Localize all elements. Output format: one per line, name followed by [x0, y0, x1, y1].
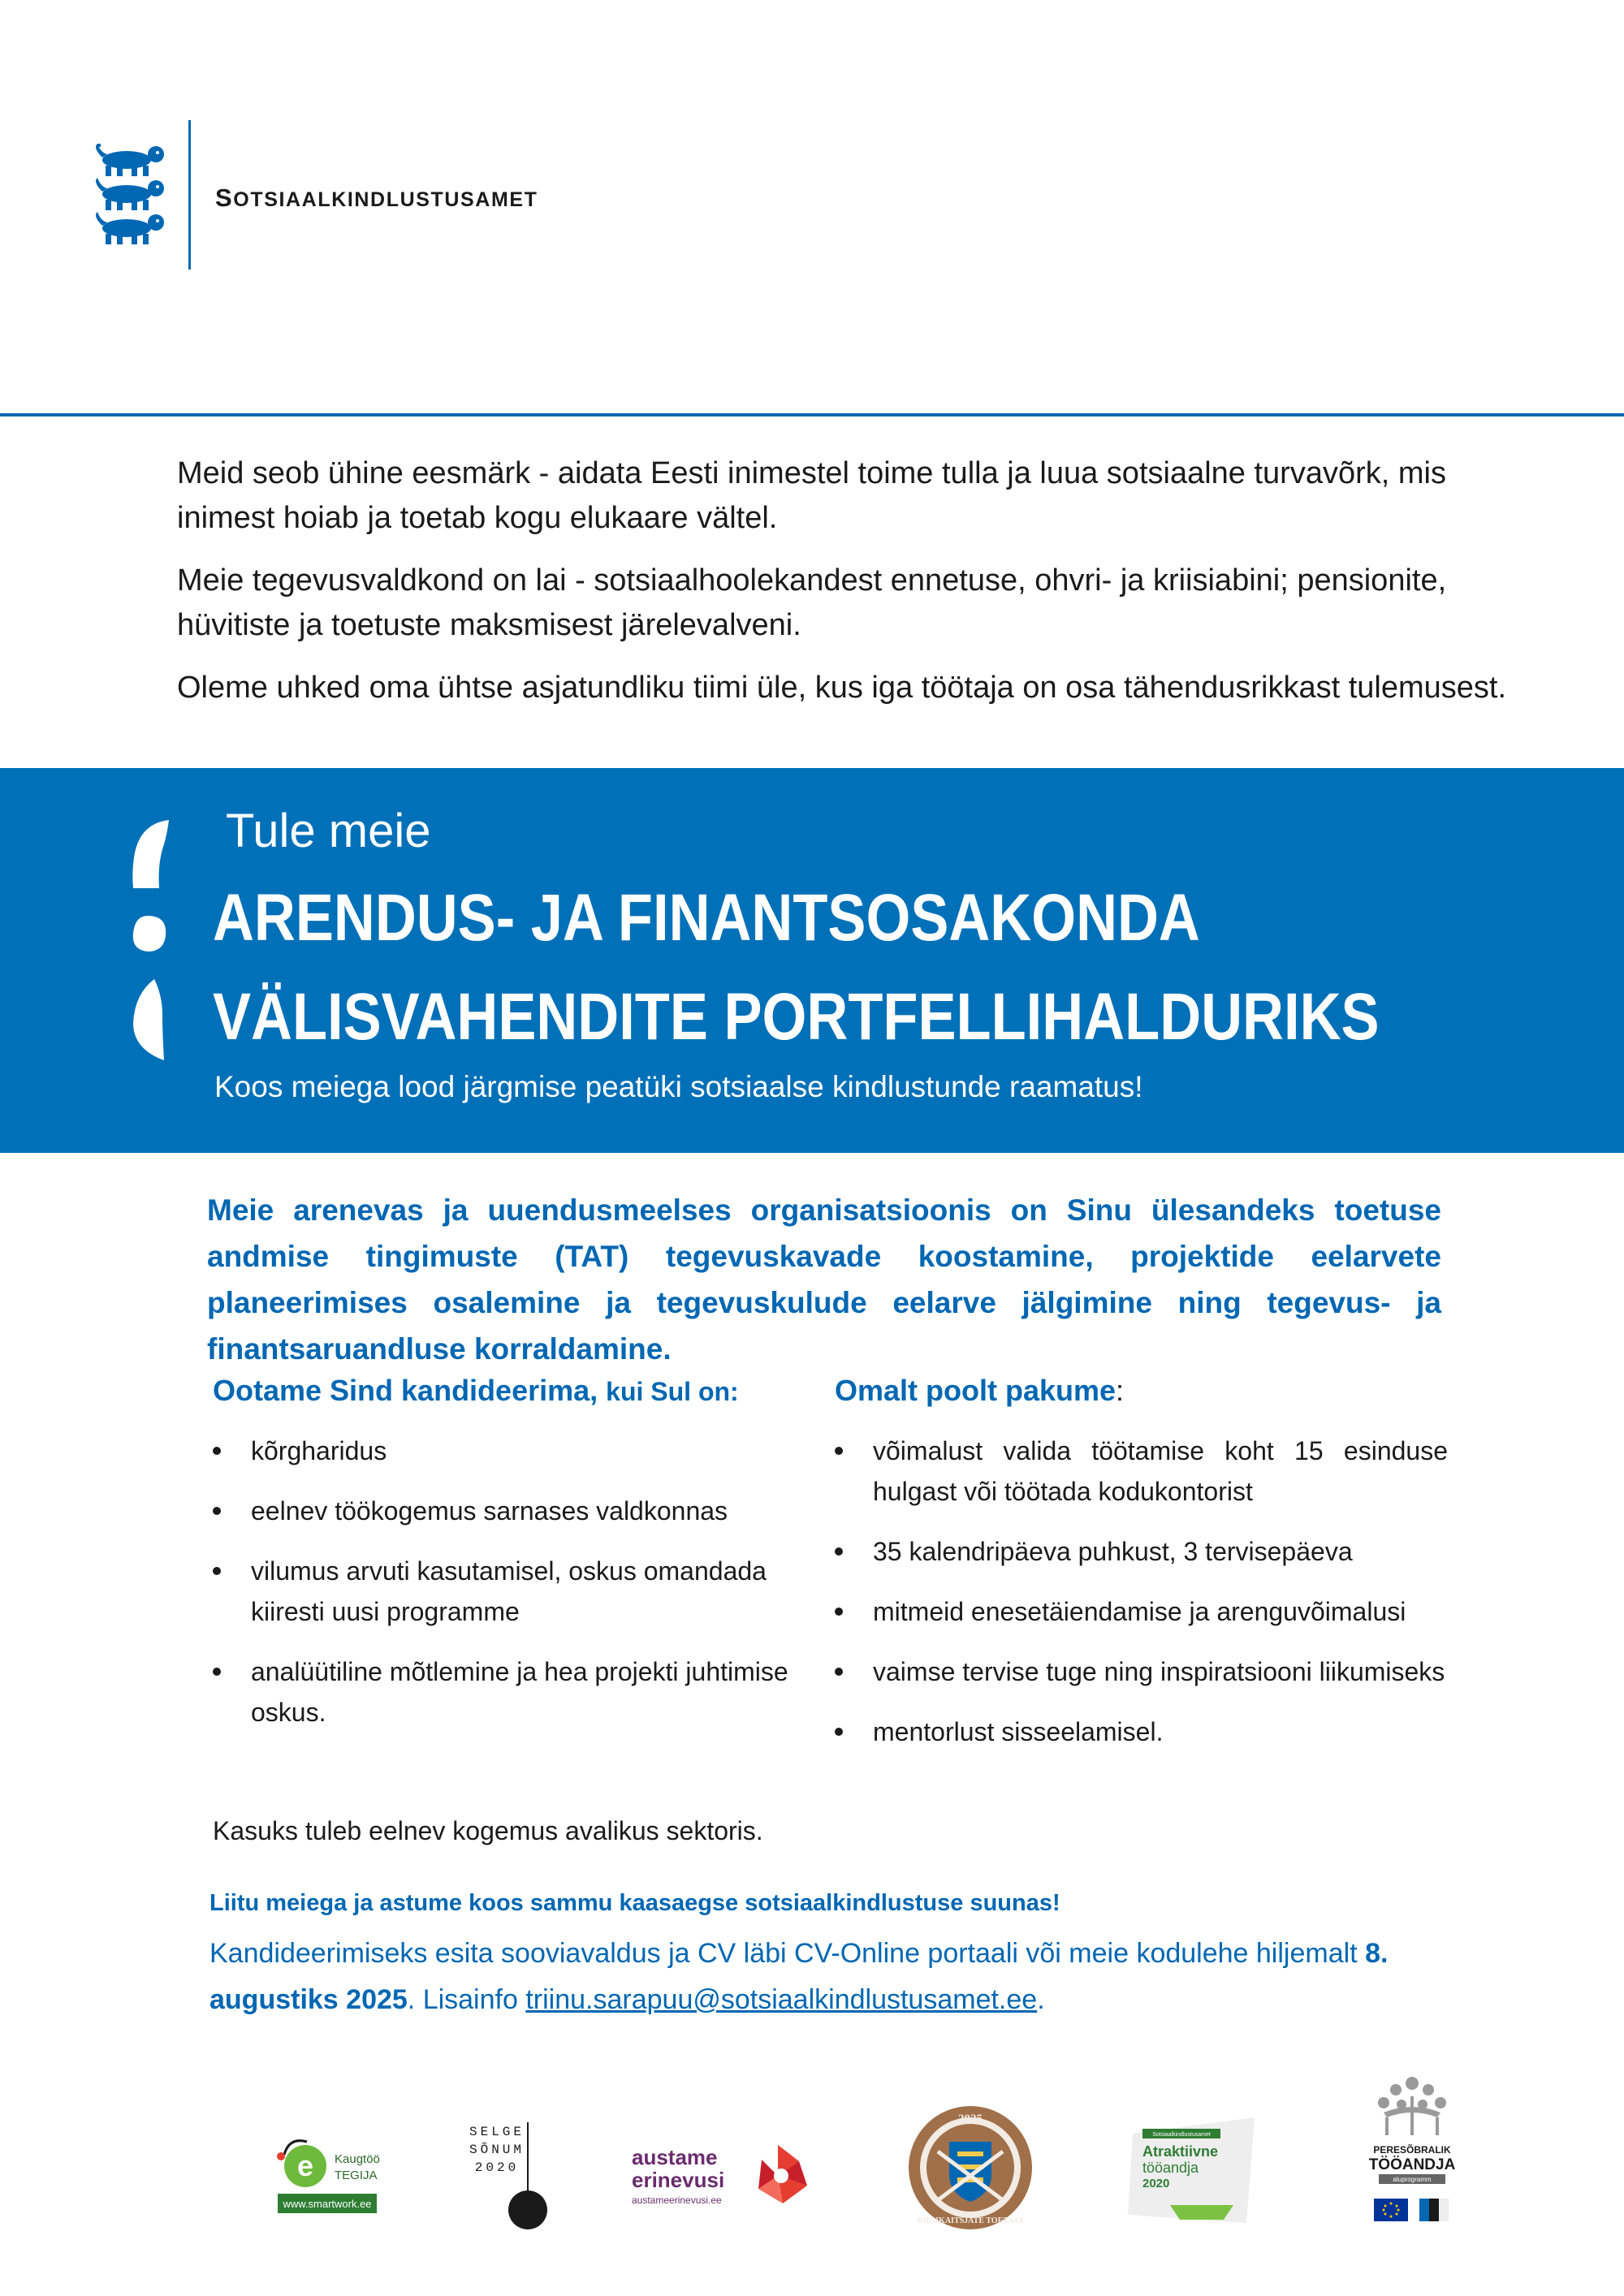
intro-paragraph: Oleme uhked oma ühtse asjatundliku tiimi üle, kus iga töötaja on osa tähendusrikkast tulemusest.: [177, 671, 1507, 705]
badge-label: RIIGIKAITSJATE TOETAJA: [917, 2216, 1024, 2225]
three-lions-coat-of-arms-icon: [89, 143, 171, 245]
offer-column: [835, 1374, 1448, 1772]
list-item: kõrgharidus: [213, 1431, 797, 1471]
badge-url: austameerinevusi.ee: [632, 2195, 722, 2206]
peresobralik-tooandja-logo-icon: [1351, 2072, 1473, 2242]
badge-label: TÖÖANDJA: [1368, 2156, 1456, 2173]
intro-paragraph: Meie tegevusvaldkond on lai - sotsiaalhoolekandest ennetuse, ohvri- ja kriisiabini; pensionite, hüvitiste ja toetuste maksmisest järelevalveni.: [177, 563, 1447, 642]
offer-heading: Omalt poolt pakume:: [835, 1374, 1125, 1407]
atraktiivne-tooandja-badge: [1125, 2114, 1263, 2240]
austame-erinevusi-logo-icon: [627, 2138, 814, 2220]
kaugtoo-logo-icon: [260, 2129, 390, 2218]
badge-url: www.smartwork.ee: [283, 2198, 372, 2210]
badge-label: PERESÕBRALIK: [1373, 2144, 1451, 2156]
badge-label: aluprogramm: [1393, 2176, 1432, 2183]
job-title: [213, 869, 1380, 1067]
selge-sonum-logo-icon: [464, 2117, 554, 2239]
list-item: mentorlust sisseelamisel.: [835, 1711, 1448, 1752]
logo-divider: [188, 120, 191, 270]
badge-label: tööandja: [1142, 2160, 1199, 2176]
kaugtoo-tegija-badge: [260, 2129, 390, 2222]
austame-erinevusi-badge: [627, 2138, 814, 2224]
badge-label: TEGIJA: [335, 2169, 378, 2182]
contact-email-link[interactable]: triinu.sarapuu@sotsiaalkindlustusamet.ee: [525, 1984, 1038, 2015]
badge-label: erinevusi: [632, 2168, 725, 2192]
deadline: 8. augustiks 2025: [209, 1938, 1389, 2015]
offer-list: [835, 1431, 1448, 1752]
selge-sonum-badge: [464, 2117, 554, 2243]
banner-pre-title: Tule meie: [226, 805, 431, 857]
badge-year: 2020: [1142, 2177, 1170, 2190]
riigikaitsjate-toetaja-badge: [905, 2103, 1035, 2237]
list-item: analüütiline mõtlemine ja hea projekti juhtimise oskus.: [213, 1651, 797, 1733]
badge-label: Kaugtöö: [335, 2152, 380, 2166]
requirements-column: [213, 1374, 797, 1752]
atraktiivne-tooandja-logo-icon: [1125, 2114, 1263, 2236]
intro-section: [177, 451, 1574, 728]
list-item: vaimse tervise tuge ning inspiratsiooni liikumiseks: [835, 1651, 1448, 1692]
call-to-action: Liitu meiega ja astume koos sammu kaasaegse sotsiaalkindlustuse suunas!: [209, 1890, 1060, 1916]
list-item: võimalust valida töötamise koht 15 esinduse hulgast või töötada kodukontorist: [835, 1431, 1448, 1512]
job-description: Meie arenevas ja uuendusmeelses organisatsioonis on Sinu ülesandeks toetuse andmise tingimuste (TAT) tegevuskavade koostamine, projektide eelarvete planeerimises osalemine ja tegevuskulude eelarve jälgimine ning tegevus- ja finantsaruandluse korraldamine.: [207, 1193, 1441, 1366]
organization-name: SOTSIAALKINDLUSTUSAMET: [215, 183, 538, 212]
peresobralik-tooandja-badge: [1351, 2072, 1473, 2246]
banner-subtitle: Koos meiega lood järgmise peatüki sotsiaalse kindlustunde raamatus!: [214, 1070, 1143, 1103]
requirements-list: [213, 1431, 797, 1733]
list-item: 35 kalendripäeva puhkust, 3 tervisepäeva: [835, 1531, 1448, 1572]
list-item: mitmeid enesetäiendamise ja arenguvõimalusi: [835, 1591, 1448, 1632]
job-title-line: VÄLISVAHENDITE PORTFELLIHALDURIKS: [213, 980, 1380, 1054]
badge-label: 2020: [474, 2160, 520, 2175]
header-rule: [0, 413, 1624, 416]
riigikaitsjate-toetaja-seal-icon: [905, 2103, 1035, 2233]
badge-label: austame: [632, 2145, 718, 2169]
job-title-banner: [0, 768, 1624, 1153]
badge-label: SELGE: [469, 2125, 525, 2139]
list-item: eelnev töökogemus sarnases valdkonnas: [213, 1491, 797, 1531]
advantage-note: Kasuks tuleb eelnev kogemus avalikus sektoris.: [213, 1816, 763, 1845]
badge-label: Atraktiivne: [1142, 2143, 1219, 2160]
logo: [89, 120, 544, 270]
badge-year: 2025: [958, 2113, 983, 2126]
badge-letter: e: [296, 2149, 314, 2182]
application-info: Kandideerimiseks esita sooviavaldus ja CV läbi CV-Online portaali või meie kodulehe hiljemalt 8. augustiks 2025. Lisainfo triinu.sarapuu@sotsiaalkindlustusamet.ee.: [209, 1938, 1389, 2015]
brand-accent-shape: [130, 820, 172, 1060]
job-title-line: ARENDUS- JA FINANTSOSAKONDA: [213, 881, 1200, 955]
badge-label: Sotsiaalkindlustusamet: [1152, 2132, 1211, 2138]
list-item: vilumus arvuti kasutamisel, oskus omandada kiiresti uusi programme: [213, 1551, 797, 1632]
requirements-heading: Ootame Sind kandideerima, kui Sul on:: [213, 1374, 739, 1407]
badge-label: SÕNUM: [469, 2143, 525, 2157]
intro-paragraph: Meid seob ühine eesmärk - aidata Eesti inimestel toime tulla ja luua sotsiaalne turvavõrk, mis inimest hoiab ja toetab kogu elukaare vältel.: [177, 456, 1446, 535]
